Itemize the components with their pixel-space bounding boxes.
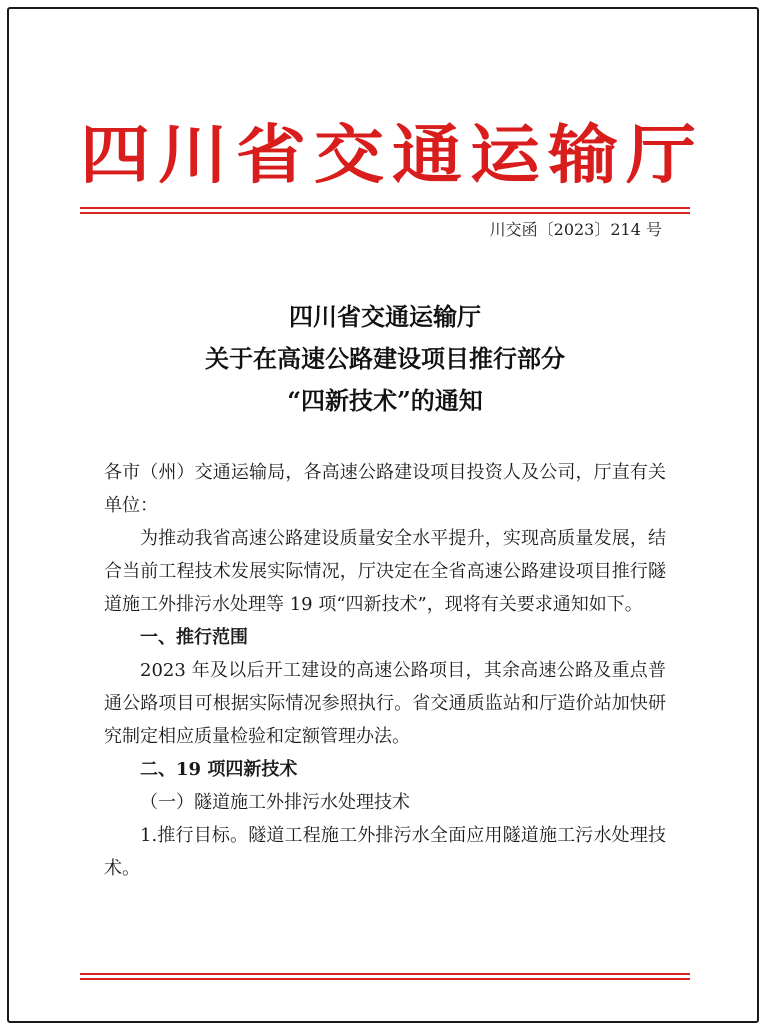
title-line-3: “四新技术”的通知 [287, 386, 483, 415]
item-1-paragraph: 1.推行目标。隧道工程施工外排污水全面应用隧道施工污水处理技术。 [104, 825, 666, 879]
document-body [104, 456, 666, 885]
document-title [80, 296, 690, 422]
subsection-1-heading: （一）隧道施工外排污水处理技术 [140, 792, 410, 813]
red-double-rule-bottom [80, 973, 690, 981]
intro-paragraph: 为推动我省高速公路建设质量安全水平提升，实现高质量发展，结合当前工程技术发展实际情况，厅决定在全省高速公路建设项目推行隧道施工外排污水处理等 19 项“四新技术”，现将有关要求通知如下。 [104, 528, 666, 615]
section-1-paragraph: 2023 年及以后开工建设的高速公路项目，其余高速公路及重点普通公路项目可根据实际情况参照执行。省交通质监站和厅造价站加快研究制定相应质量检验和定额管理办法。 [104, 660, 666, 747]
title-line-2: 关于在高速公路建设项目推行部分 [205, 344, 565, 373]
title-line-1: 四川省交通运输厅 [289, 302, 481, 331]
section-1-heading: 一、推行范围 [140, 627, 248, 648]
salutation: 各市（州）交通运输局，各高速公路建设项目投资人及公司，厅直有关单位： [104, 462, 666, 516]
section-2-heading: 二、19 项四新技术 [140, 759, 298, 780]
issuer-header: 四川省交通运输厅 [80, 117, 704, 193]
document-number: 川交函〔2023〕214 号 [489, 220, 662, 239]
red-double-rule-top [80, 207, 690, 215]
